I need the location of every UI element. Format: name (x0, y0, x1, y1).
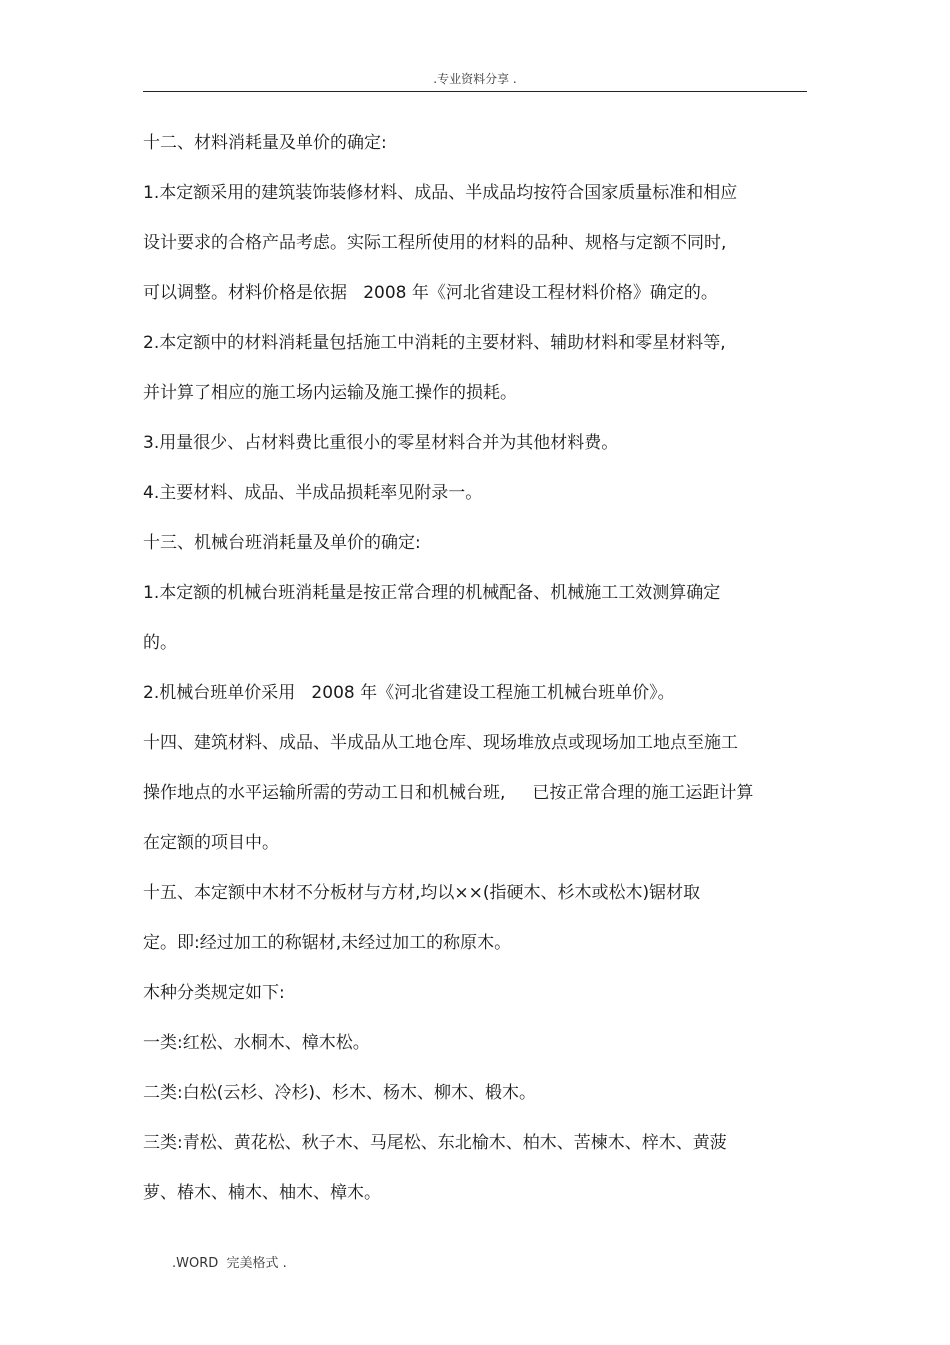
page-footer: .WORD 完美格式 . (172, 1256, 287, 1271)
paragraph-line: 1.本定额采用的建筑装饰装修材料、成品、半成品均按符合国家质量标准和相应 (143, 183, 738, 203)
section-14-paragraph: 十四、建筑材料、成品、半成品从工地仓库、现场堆放点或现场加工地点至施工 (143, 733, 738, 753)
paragraph-line: 的。 (143, 633, 177, 653)
paragraph-line: 设计要求的合格产品考虑。实际工程所使用的材料的品种、规格与定额不同时, (143, 233, 727, 253)
paragraph-line: 在定额的项目中。 (143, 833, 279, 853)
paragraph-line: 并计算了相应的施工场内运输及施工操作的损耗。 (143, 383, 517, 403)
section-12-heading: 十二、材料消耗量及单价的确定: (143, 133, 387, 153)
paragraph-line: 3.用量很少、占材料费比重很小的零星材料合并为其他材料费。 (143, 433, 619, 453)
paragraph-line: 1.本定额的机械台班消耗量是按正常合理的机械配备、机械施工工效测算确定 (143, 583, 721, 603)
paragraph-line: 2.机械台班单价采用 2008 年《河北省建设工程施工机械台班单价》。 (143, 683, 675, 703)
paragraph-line: 萝、椿木、楠木、柚木、樟木。 (143, 1183, 381, 1203)
paragraph-line: 可以调整。材料价格是依据 2008 年《河北省建设工程材料价格》确定的。 (143, 283, 718, 303)
wood-class-1: 一类:红松、水桐木、樟木松。 (143, 1033, 370, 1053)
paragraph-line: 4.主要材料、成品、半成品损耗率见附录一。 (143, 483, 483, 503)
page-header: .专业资料分享 . (433, 72, 517, 86)
paragraph-line: 2.本定额中的材料消耗量包括施工中消耗的主要材料、辅助材料和零星材料等, (143, 333, 726, 353)
header-divider (143, 91, 807, 92)
section-15-paragraph: 十五、本定额中木材不分板材与方材,均以××(指硬木、杉木或松木)锯材取 (143, 883, 701, 903)
paragraph-line: 定。即:经过加工的称锯材,未经过加工的称原木。 (143, 933, 512, 953)
section-13-heading: 十三、机械台班消耗量及单价的确定: (143, 533, 421, 553)
wood-class-2: 二类:白松(云杉、冷杉)、杉木、杨木、柳木、椴木。 (143, 1083, 536, 1103)
paragraph-line: 木种分类规定如下: (143, 983, 285, 1003)
paragraph-line: 操作地点的水平运输所需的劳动工日和机械台班, 已按正常合理的施工运距计算 (143, 783, 754, 803)
wood-class-3: 三类:青松、黄花松、秋子木、马尾松、东北榆木、柏木、苦楝木、梓木、黄菠 (143, 1133, 727, 1153)
